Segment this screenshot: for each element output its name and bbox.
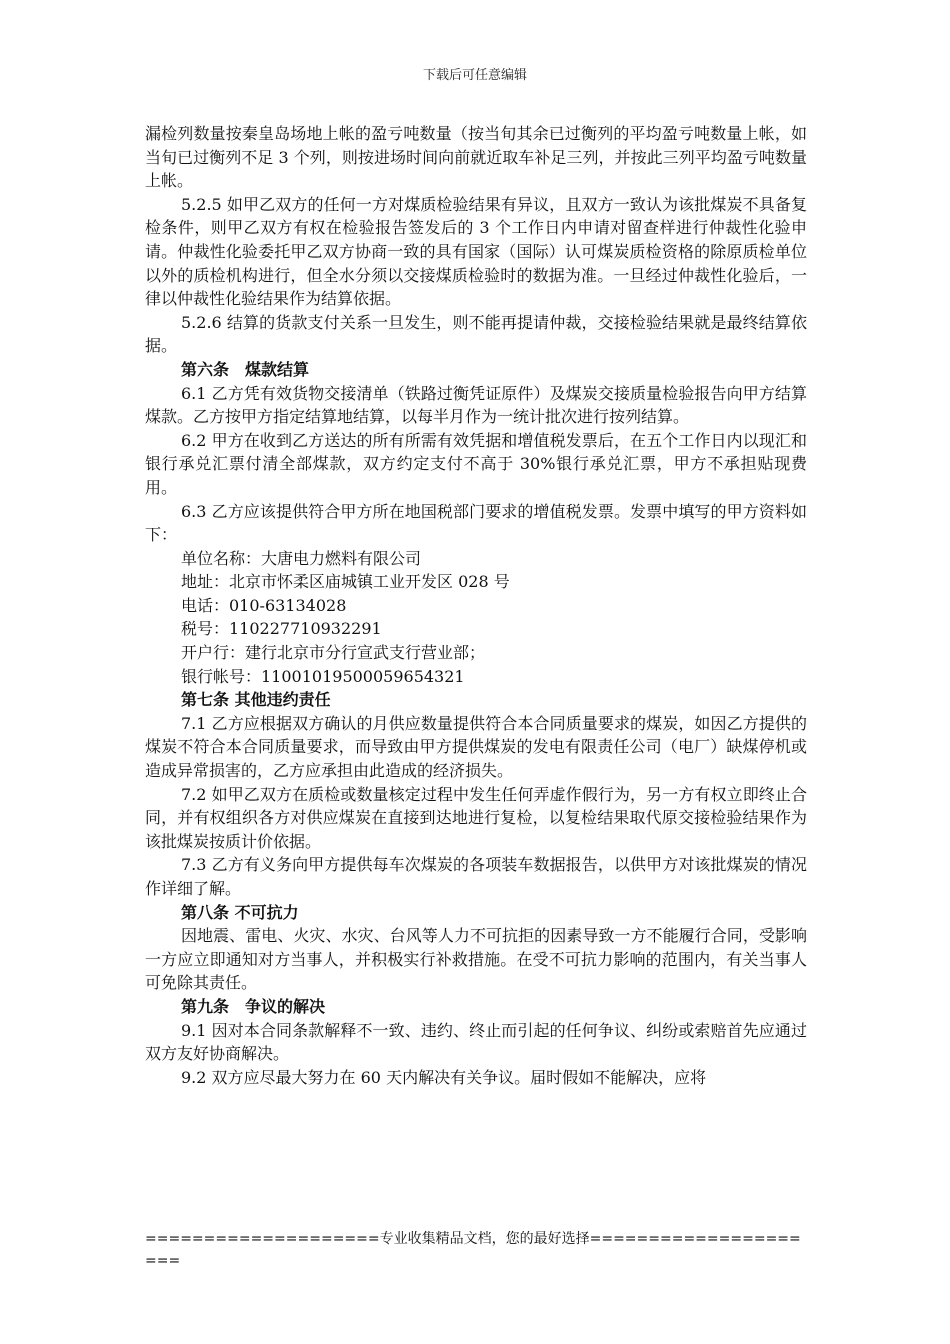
clause-paragraph: 6.1 乙方凭有效货物交接清单（铁路过衡凭证原件）及煤炭交接质量检验报告向甲方结算煤款。乙方按甲方指定结算地结算，以每半月作为一统计批次进行按列结算。 xyxy=(145,383,807,427)
clause-paragraph: 7.1 乙方应根据双方确认的月供应数量提供符合本合同质量要求的煤炭，如因乙方提供的煤炭不符合本合同质量要求，而导致由甲方提供煤炭的发电有限责任公司（电厂）缺煤停机或造成异常损害的，乙方应承担由此造成的经济损失。 xyxy=(145,713,807,781)
clause-paragraph: 9.2 双方应尽最大努力在 60 天内解决有关争议。届时假如不能解决，应将 xyxy=(181,1067,707,1087)
invoice-info-line: 银行帐号：11001019500059654321 xyxy=(181,666,465,686)
section-heading: 第六条 煤款结算 xyxy=(181,359,310,379)
section-heading: 第九条 争议的解决 xyxy=(181,996,326,1016)
clause-paragraph: 5.2.5 如甲乙双方的任何一方对煤质检验结果有异议，且双方一致认为该批煤炭不具备复检条件，则甲乙双方有权在检验报告签发后的 3 个工作日内申请对留查样进行仲裁性化验申请。仲裁性化验委托甲乙双方协商一致的具有国家（国际）认可煤炭质检资格的除原质检单位以外的质检机构进行，但全水分须以交接煤质检验时的数据为准。一旦经过仲裁性化验后，一律以仲裁性化验结果作为结算依据。 xyxy=(145,194,807,309)
clause-paragraph: 6.3 乙方应该提供符合甲方所在地国税部门要求的增值税发票。发票中填写的甲方资料如下： xyxy=(145,501,807,545)
clause-paragraph: 7.2 如甲乙双方在质检或数量核定过程中发生任何弄虚作假行为，另一方有权立即终止合同，并有权组织各方对供应煤炭在直接到达地进行复检，以复检结果取代原交接检验结果作为该批煤炭按质计价依据。 xyxy=(145,784,807,851)
page-footer: ====================专业收集精品文档，您的最好选择===================== xyxy=(145,1231,801,1269)
clause-paragraph: 6.2 甲方在收到乙方送达的所有所需有效凭据和增值税发票后，在五个工作日内以现汇和银行承兑汇票付清全部煤款，双方约定支付不高于 30%银行承兑汇票，甲方不承担贴现费用。 xyxy=(145,430,807,497)
invoice-info-line: 电话：010-63134028 xyxy=(181,595,347,615)
clause-paragraph: 漏检列数量按秦皇岛场地上帐的盈亏吨数量（按当旬其余已过衡列的平均盈亏吨数量上帐，如当旬已过衡列不足 3 个列，则按进场时间向前就近取车补足三列，并按此三列平均盈亏吨数量上帐。 xyxy=(145,124,807,191)
document-body xyxy=(145,122,807,1089)
clause-paragraph: 9.1 因对本合同条款解释不一致、违约、终止而引起的任何争议、纠纷或索赔首先应通过双方友好协商解决。 xyxy=(145,1020,807,1064)
clause-paragraph: 5.2.6 结算的货款支付关系一旦发生，则不能再提请仲裁，交接检验结果就是最终结算依据。 xyxy=(145,312,807,356)
invoice-info-line: 税号：110227710932291 xyxy=(181,619,382,639)
invoice-info-line: 单位名称：大唐电力燃料有限公司 xyxy=(181,548,422,568)
page-header-note: 下载后可任意编辑 xyxy=(422,68,527,83)
section-heading: 第七条 其他违约责任 xyxy=(181,690,331,710)
clause-paragraph: 7.3 乙方有义务向甲方提供每车次煤炭的各项装车数据报告，以供甲方对该批煤炭的情况作详细了解。 xyxy=(145,855,807,898)
invoice-info-line: 地址：北京市怀柔区庙城镇工业开发区 028 号 xyxy=(181,572,510,592)
invoice-info-line: 开户行：建行北京市分行宣武支行营业部； xyxy=(181,643,486,663)
clause-paragraph: 因地震、雷电、火灾、水灾、台风等人力不可抗拒的因素导致一方不能履行合同，受影响一方应立即通知对方当事人，并积极实行补救措施。在受不可抗力影响的范围内，有关当事人可免除其责任。 xyxy=(145,926,807,993)
section-heading: 第八条 不可抗力 xyxy=(181,902,299,922)
